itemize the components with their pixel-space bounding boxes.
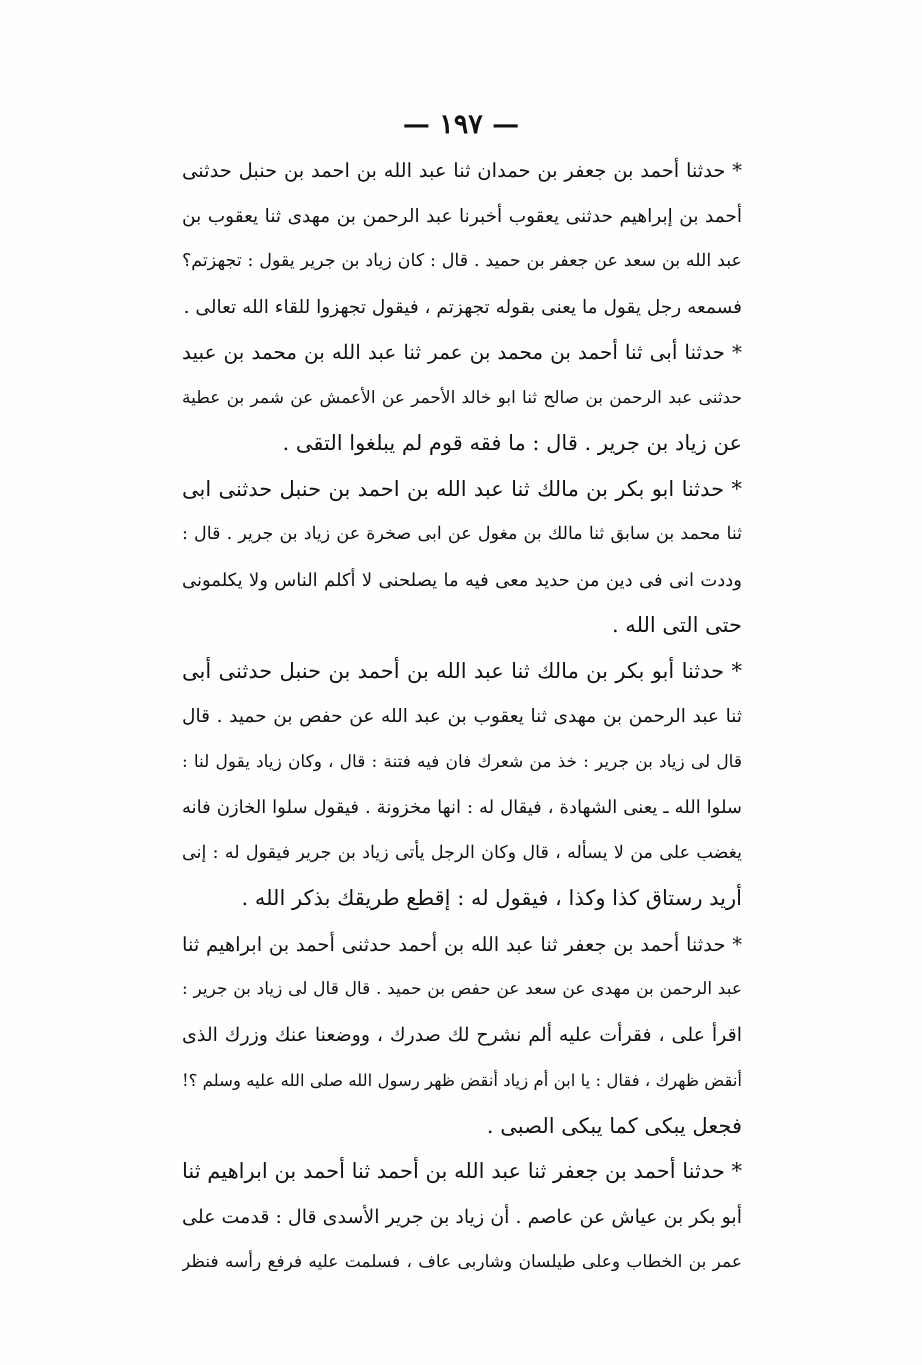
text-line: * حدثنا أحمد بن جعفر ثنا عبد الله بن أحمد ثنا أحمد بن ابراهيم ثنا — [182, 1159, 742, 1183]
text-line: حتى التى الله . — [611, 613, 742, 637]
text-line: اقرأ على ، فقرأت عليه ألم نشرح لك صدرك ، ووضعنا عنك وزرك الذى — [182, 1023, 742, 1046]
text-line: سلوا الله ـ يعنى الشهادة ، فيقال له : انها مخزونة . فيقول سلوا الخازن فانه — [182, 797, 742, 818]
text-line: فسمعه رجل يقول ما يعنى بقوله تجهزتم ، فيقول تجهزوا للقاء الله تعالى . — [183, 296, 742, 318]
text-line: * حدثنا أحمد بن جعفر ثنا عبد الله بن أحمد حدثنى أحمد بن ابراهيم ثنا — [182, 932, 742, 956]
text-line: وددت انى فى دين من حديد معى فيه ما يصلحنى لا أكلم الناس ولا يكلمونى — [182, 569, 742, 591]
text-line: ثنا عبد الرحمن بن مهدى ثنا يعقوب بن عبد الله عن حفص بن حميد . قال — [182, 706, 742, 727]
text-line: * حدثنا ابو بكر بن مالك ثنا عبد الله بن احمد بن حنبل حدثنى ابى — [182, 476, 742, 501]
body-text — [182, 148, 742, 1286]
text-line: أحمد بن إبراهيم حدثنى يعقوب أخبرنا عبد الرحمن بن مهدى ثنا يعقوب بن — [182, 205, 742, 227]
text-line: يغضب على من لا يسأله ، قال وكان الرجل يأتى زياد بن جرير فيقول له : إنى — [182, 842, 742, 863]
text-line: عبد الرحمن بن مهدى عن سعد عن حفص بن حميد . قال قال لى زياد بن جرير : — [182, 979, 742, 999]
text-line: عبد الله بن سعد عن جعفر بن حميد . قال : كان زياد بن جرير يقول : تجهزتم؟ — [182, 251, 742, 271]
text-line: * حدثنا أبى ثنا أحمد بن محمد بن عمر ثنا عبد الله بن محمد بن عبيد — [182, 340, 742, 364]
page-number: — ١٩٧ — — [402, 109, 520, 140]
text-line: قال لى زياد بن جرير : خذ من شعرك فان فيه فتنة : قال ، وكان زياد يقول لنا : — [182, 751, 742, 772]
text-line: ثنا محمد بن سابق ثنا مالك بن مغول عن ابى صخرة عن زياد بن جرير . قال : — [182, 524, 742, 544]
text-line: عمر بن الخطاب وعلى طيلسان وشاربى عاف ، فسلمت عليه فرفع رأسه فنظر — [182, 1252, 742, 1272]
text-line: أنقض ظهرك ، فقال : يا ابن أم زياد أنقض ظهر رسول الله صلى الله عليه وسلم ؟! — [182, 1071, 742, 1090]
text-line: * حدثنا أبو بكر بن مالك ثنا عبد الله بن أحمد بن حنبل حدثنى أبى — [182, 658, 742, 683]
text-line: حدثنى عبد الرحمن بن صالح ثنا ابو خالد الأحمر عن الأعمش عن شمر بن عطية — [182, 387, 742, 408]
text-line: أبو بكر بن عياش عن عاصم . أن زياد بن جرير الأسدى قال : قدمت على — [182, 1205, 742, 1228]
text-line: أريد رستاق كذا وكذا ، فيقول له : إقطع طريقك بذكر الله . — [241, 886, 742, 910]
text-line: * حدثنا أحمد بن جعفر بن حمدان ثنا عبد الله بن احمد بن حنبل حدثنى — [182, 159, 742, 182]
text-line: عن زياد بن جرير . قال : ما فقه قوم لم يبلغوا التقى . — [282, 431, 742, 455]
text-line: فجعل يبكى كما يبكى الصبى . — [486, 1113, 742, 1138]
